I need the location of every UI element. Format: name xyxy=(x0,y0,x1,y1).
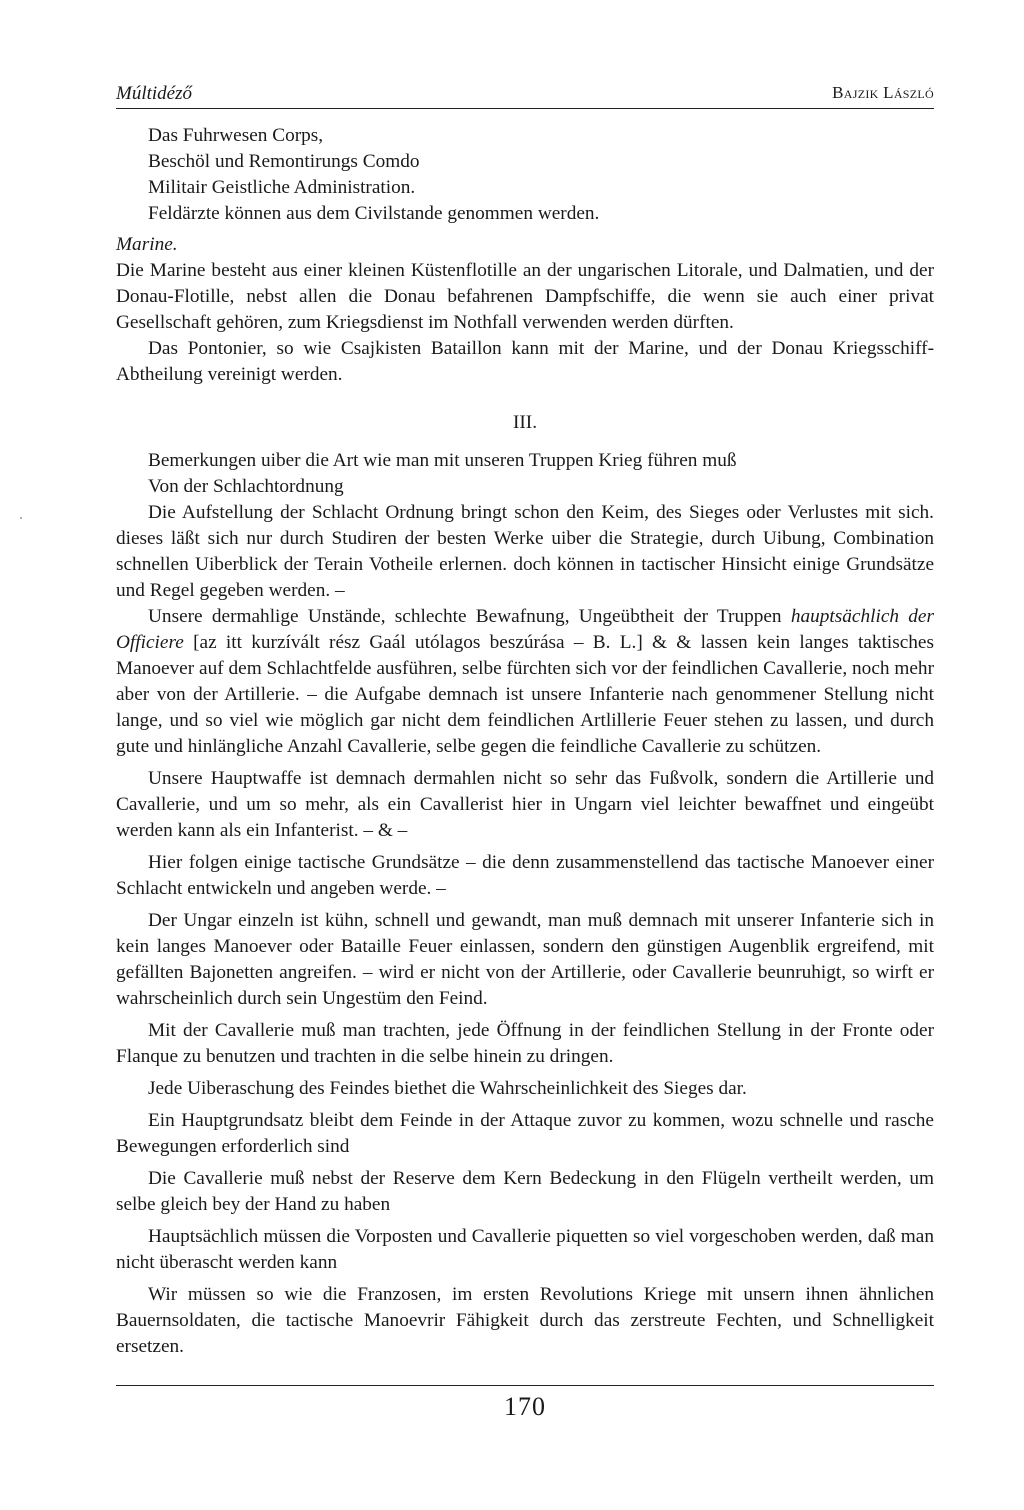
paragraph: Unsere Hauptwaffe ist demnach dermahlen nicht so sehr das Fußvolk, sondern die Artillerie und Cavallerie, und um so mehr, als ein Cavallerist hier in Ungarn viel leichter bewaffnet und eingeübt werden kann als ein Infanterist. – & – xyxy=(116,768,934,841)
section-subtitle: Von der Schlachtordnung xyxy=(148,476,344,497)
paragraph: Ein Hauptgrundsatz bleibt dem Feinde in der Attaque zuvor zu kommen, wozu schnelle und rasche Bewegungen erforderlich sind xyxy=(116,1110,934,1157)
paragraph: Wir müssen so wie die Franzosen, im ersten Revolutions Kriege mit unsern ihnen ähnlichen Bauernsoldaten, die tactische Manoevrir Fähigkeit durch das zerstreute Fechten, und Schnelligkeit ersetzen. xyxy=(116,1284,934,1357)
paragraph: Die Cavallerie muß nebst der Reserve dem Kern Bedeckung in den Flügeln vertheilt werden, um selbe gleich bey der Hand zu haben xyxy=(116,1168,934,1215)
header-rule xyxy=(116,108,934,109)
journal-title: Múltidéző xyxy=(116,83,192,104)
paragraph: Der Ungar einzeln ist kühn, schnell und gewandt, man muß demnach mit unserer Infanterie sich in kein langes Manoever oder Bataille Feuer einlassen, sondern den günstigen Augenblik ergreifend, mit gefällten Bajonetten angreifen. – wird er nicht von der Artillerie, oder Cavallerie beunruhigt, so wirft er wahrscheinlich durch sein Ungestüm den Feind. xyxy=(116,910,934,1009)
paragraph: Hier folgen einige tactische Grundsätze – die denn zusammenstellend das tactische Manoever einer Schlacht entwickeln und angeben werde. – xyxy=(116,852,934,899)
marine-heading: Marine. xyxy=(116,234,178,255)
footer-rule xyxy=(116,1385,934,1386)
paragraph-text: Unsere dermahlige Unstände, schlechte Bewafnung, Ungeübtheit der Truppen xyxy=(148,606,791,627)
scan-speck xyxy=(20,517,22,519)
section-title: Bemerkungen uiber die Art wie man mit unseren Truppen Krieg führen muß xyxy=(148,450,737,471)
paragraph: Mit der Cavallerie muß man trachten, jede Öffnung in der feindlichen Stellung in der Fronte oder Flanque zu benutzen und trachten in die selbe hinein zu dringen. xyxy=(116,1020,934,1067)
list-item: Militair Geistliche Administration. xyxy=(148,177,416,198)
list-block xyxy=(116,123,934,227)
italic-insertion: hauptsächlich der Officiere xyxy=(116,606,934,653)
list-item: Das Fuhrwesen Corps, xyxy=(148,125,324,146)
paragraph: Die Aufstellung der Schlacht Ordnung bringt schon den Keim, des Sieges oder Verlustes mit sich. dieses läßt sich nur durch Studiren der besten Werke uiber die Strategie, durch Uibung, Combination schnellen Uiberblick der Terain Votheile erlernen. doch können in tactischer Hinsicht einige Grundsätze und Regel gegeben werden. – xyxy=(116,502,934,601)
list-item: Feldärzte können aus dem Civilstande genommen werden. xyxy=(148,203,600,224)
body-text xyxy=(116,123,934,1360)
paragraph: Hauptsächlich müssen die Vorposten und Cavallerie piquetten so viel vorgeschoben werden, daß man nicht überascht werden kann xyxy=(116,1226,934,1273)
marine-paragraph: Die Marine besteht aus einer kleinen Küstenflotille an der ungarischen Litorale, und Dalmatien, und der Donau-Flotille, nebst allen die Donau befahrenen Dampfschiffe, die wenn sie auch einer privat Gesellschaft gehören, zum Kriegsdienst im Nothfall verwenden werden dürften. xyxy=(116,260,934,333)
marine-paragraph: Das Pontonier, so wie Csajkisten Bataillon kann mit der Marine, und der Donau Kriegsschiff-Abtheilung vereinigt werden. xyxy=(116,338,934,385)
page-number: 170 xyxy=(504,1392,546,1421)
author-name: Bajzik László xyxy=(832,83,934,102)
list-item: Beschöl und Remontirungs Comdo xyxy=(148,151,420,172)
paragraph xyxy=(116,604,934,760)
paragraph-text: [az itt kurzívált rész Gaál utólagos beszúrása – B. L.] & & lassen kein langes taktisches Manoever auf dem Schlachtfelde ausführen, selbe fürchten sich vor der feindlichen Cavallerie, noch mehr aber von der Artillerie. – die Aufgabe demnach ist unsere Infanterie nach genommener Stellung nicht lange, und so viel wie möglich gar nicht dem feindlichen Artlillerie Feuer stehen zu lassen, und durch gute und hinlängliche Anzahl Cavallerie, selbe gegen die feindliche Cavallerie zu schützen. xyxy=(116,632,934,757)
running-header xyxy=(116,83,934,109)
paragraph: Jede Uiberaschung des Feindes biethet die Wahrscheinlichkeit des Sieges dar. xyxy=(148,1078,747,1099)
section-number: III. xyxy=(512,412,538,433)
